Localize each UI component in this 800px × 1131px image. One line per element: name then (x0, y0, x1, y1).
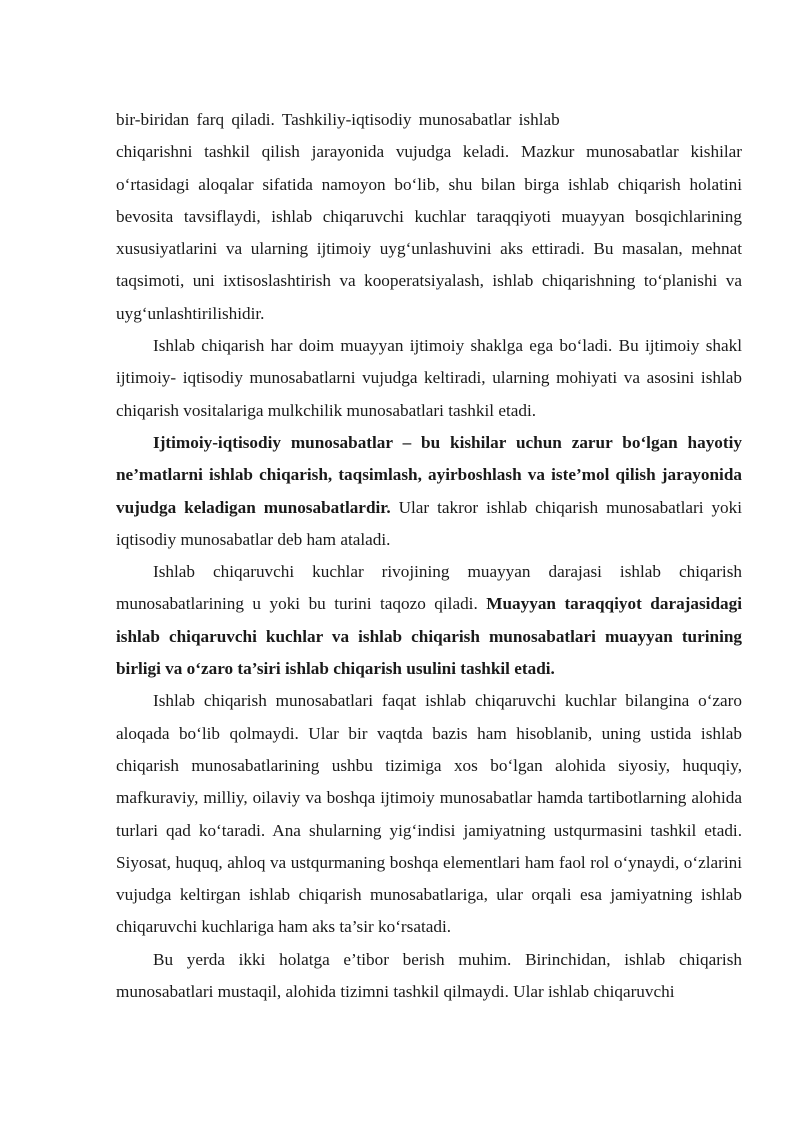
paragraph-bazis-ustqurma: Ishlab chiqarish munosabatlari faqat ishlab chiqaruvchi kuchlar bilangina o‘zaro aloqada bo‘lib qolmaydi. Ular bir vaqtda bazis ham hisoblanib, uning ustida ishlab chiqarish munosabatlarining ushbu tizimiga xos bo‘lgan alohida siyosiy, huquqiy, mafkuraviy, milliy, oilaviy va boshqa ijtimoiy munosabatlar hamda tartibotlarning alohida turlari qad ko‘taradi. Ana shularning yig‘indisi jamiyatning ustqurmasini tashkil etadi. Siyosat, huquq, ahloq va ustqurmaning boshqa elementlari ham faol rol o‘ynaydi, o‘zlarini vujudga keltirgan ishlab chiqarish munosabatlariga, ular orqali esa jamiyatning ishlab chiqaruvchi kuchlariga ham aks ta’sir ko‘rsatadi. (116, 691, 742, 937)
definition-plain-text: Ular takror ishlab chiqarish munosabatlari yoki iqtisodiy munosabatlar deb ham ataladi. (116, 497, 742, 549)
paragraph-continuation-first-line: bir-biridan farq qiladi. Tashkiliy-iqtisodiy munosabatlar ishlab (116, 110, 560, 129)
paragraph-tashkiliy-munosabatlar: chiqarishni tashkil qilish jarayonida vujudga keladi. Mazkur munosabatlar kishilar o‘rtasidagi aloqalar sifatida namoyon bo‘lib, shu bilan birga ishlab chiqarish holatini bevosita tavsiflaydi, ishlab chiqaruvchi kuchlar taraqqiyoti muayyan bosqichlarining xususiyatlarini va ularning ijtimoiy uyg‘unlashuvini aks ettiradi. Bu masalan, mehnat taqsimoti, uni ixtisoslashtirish va kooperatsiyalash, ishlab chiqarishning to‘planishi va uyg‘unlashtirilishidir. (116, 142, 742, 323)
paragraph-ijtimoiy-shakl: Ishlab chiqarish har doim muayyan ijtimoiy shaklga ega bo‘ladi. Bu ijtimoiy shakl ijtimoiy- iqtisodiy munosabatlarni vujudga keltiradi, ularning mohiyati va asosini ishlab chiqarish vositalariga mulkchilik munosabatlari tashkil etadi. (116, 336, 742, 420)
usul-plain-text: Ishlab chiqaruvchi kuchlar rivojining muayyan darajasi ishlab chiqarish munosabatlarining u yoki bu turini taqozo qiladi. (116, 562, 742, 614)
paragraph-ishlab-chiqarish-usuli (116, 556, 742, 685)
paragraph-definition (116, 427, 742, 556)
paragraph-ikki-holat: Bu yerda ikki holatga e’tibor berish muhim. Birinchidan, ishlab chiqarish munosabatlari mustaqil, alohida tizimni tashkil qilmaydi. Ular ishlab chiqaruvchi (116, 949, 742, 1002)
document-page (116, 104, 742, 1008)
definition-bold-text: Ijtimoiy-iqtisodiy munosabatlar – bu kishilar uchun zarur bo‘lgan hayotiy ne’matlarni ishlab chiqarish, taqsimlash, ayirboshlash va iste’mol qilish jarayonida vujudga keladigan munosabatlardir. (116, 432, 742, 517)
usul-bold-text: Muayyan taraqqiyot darajasidagi ishlab chiqaruvchi kuchlar va ishlab chiqarish munosabatlari muayyan turining birligi va o‘zaro ta’siri ishlab chiqarish usulini tashkil etadi. (116, 594, 742, 679)
